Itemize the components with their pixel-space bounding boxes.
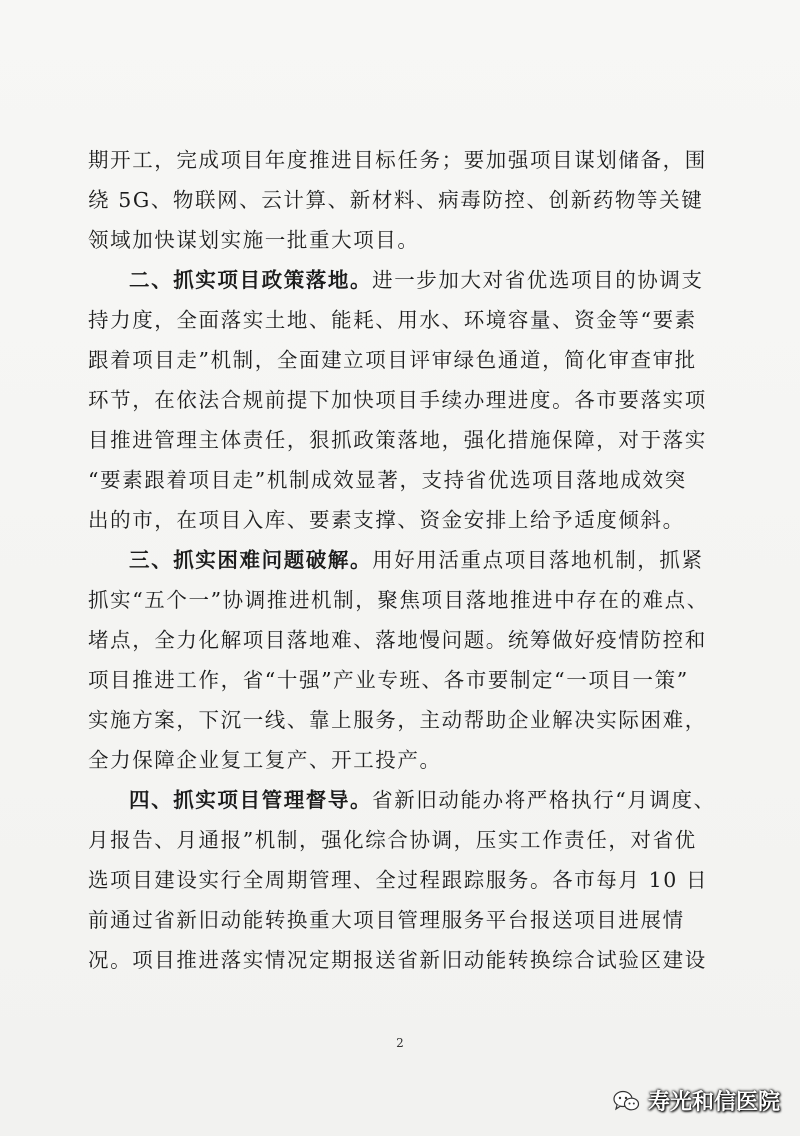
section-4-first-line: [88, 780, 716, 820]
text-line: 堵点，全力化解项目落地难、落地慢问题。统筹做好疫情防控和: [88, 628, 707, 652]
watermark: [612, 1085, 780, 1116]
paragraph-1: [88, 140, 716, 260]
text-line: 项目推进工作，省“十强”产业专班、各市要制定“一项目一策”: [88, 668, 689, 692]
wechat-icon: [612, 1089, 640, 1113]
text-line: 抓实“五个一”协调推进机制，聚焦项目落地推进中存在的难点、: [88, 588, 709, 612]
text-span: 进一步加大对省优选项目的协调支: [372, 268, 704, 292]
text-line: 实施方案，下沉一线、靠上服务，主动帮助企业解决实际困难，: [88, 708, 707, 732]
text-line: 绕 5G、物联网、云计算、新材料、病毒防控、创新药物等关键: [88, 188, 704, 212]
text-line: 环节，在依法合规前提下加快项目手续办理进度。各市要落实项: [88, 388, 707, 412]
section-2: [88, 260, 716, 540]
text-line: 期开工，完成项目年度推进目标任务；要加强项目谋划储备，围: [88, 148, 707, 172]
text-line: 领域加快谋划实施一批重大项目。: [88, 228, 420, 252]
text-span: 用好用活重点项目落地机制，抓紧: [372, 548, 704, 572]
page-number: 2: [396, 1036, 404, 1050]
section-4: [88, 780, 716, 980]
text-line: 跟着项目走”机制，全面建立项目评审绿色通道，简化审查审批: [88, 348, 697, 372]
text-line: 月报告、月通报”机制，强化综合协调，压实工作责任，对省优: [88, 828, 697, 852]
text-line: 前通过省新旧动能转换重大项目管理服务平台报送项目进展情: [88, 908, 685, 932]
text-line: 目推进管理主体责任，狠抓政策落地，强化措施保障，对于落实: [88, 428, 707, 452]
section-2-heading: 二、抓实项目政策落地。: [129, 268, 373, 292]
section-3-heading: 三、抓实困难问题破解。: [129, 548, 373, 572]
document-body: [88, 140, 716, 980]
text-line: 全力保障企业复工复产、开工投产。: [88, 748, 442, 772]
text-line: 持力度，全面落实土地、能耗、用水、环境容量、资金等“要素: [88, 308, 697, 332]
section-2-first-line: [88, 260, 716, 300]
text-line: 出的市，在项目入库、要素支撑、资金安排上给予适度倾斜。: [88, 508, 685, 532]
section-4-heading: 四、抓实项目管理督导。: [129, 788, 373, 812]
text-line: 选项目建设实行全周期管理、全过程跟踪服务。各市每月 10 日: [88, 868, 709, 892]
section-3-first-line: [88, 540, 716, 580]
text-line: 况。项目推进落实情况定期报送省新旧动能转换综合试验区建设: [88, 948, 707, 972]
section-3: [88, 540, 716, 780]
text-line: “要素跟着项目走”机制成效显著，支持省优选项目落地成效突: [88, 468, 687, 492]
watermark-text: 寿光和信医院: [647, 1090, 780, 1115]
text-span: 省新旧动能办将严格执行“月调度、: [372, 788, 716, 812]
